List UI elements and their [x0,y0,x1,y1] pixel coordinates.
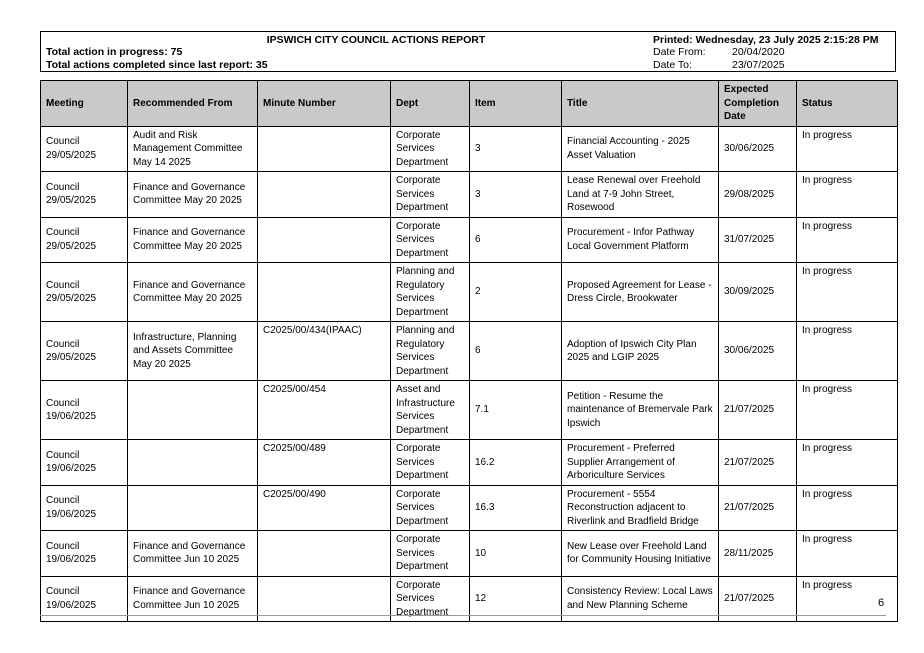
cell-recommended-from [128,381,258,440]
cell-dept: Corporate Services Department [391,576,470,622]
report-title: IPSWICH CITY COUNCIL ACTIONS REPORT [266,34,486,46]
cell-dept: Corporate Services Department [391,531,470,577]
cell-meeting: Council 29/05/2025 [41,322,128,381]
cell-meeting: Council 29/05/2025 [41,217,128,263]
cell-item: 16.3 [470,485,562,531]
cell-status: In progress [797,217,898,263]
cell-meeting: Council 29/05/2025 [41,263,128,322]
cell-minute-number [258,531,391,577]
col-header-minute-number: Minute Number [258,81,391,127]
cell-item: 16.2 [470,440,562,486]
col-header-dept: Dept [391,81,470,127]
cell-expected-completion-date: 21/07/2025 [719,485,797,531]
cell-recommended-from: Audit and Risk Management Committee May 14 2025 [128,126,258,172]
col-header-status: Status [797,81,898,127]
cell-dept: Asset and Infrastructure Services Department [391,381,470,440]
cell-expected-completion-date: 21/07/2025 [719,440,797,486]
cell-status: In progress [797,440,898,486]
cell-dept: Corporate Services Department [391,440,470,486]
cell-title: Procurement - Infor Pathway Local Government Platform [562,217,719,263]
table-row [41,381,898,440]
report-header [40,31,896,72]
col-header-meeting: Meeting [41,81,128,127]
cell-dept: Planning and Regulatory Services Department [391,322,470,381]
table-row [41,217,898,263]
cell-status: In progress [797,576,898,622]
cell-recommended-from: Finance and Governance Committee Jun 10 2025 [128,531,258,577]
table-row [41,172,898,218]
cell-title: Lease Renewal over Freehold Land at 7-9 John Street, Rosewood [562,172,719,218]
col-header-recommended-from: Recommended From [128,81,258,127]
page-number: 6 [878,597,885,609]
cell-minute-number [258,217,391,263]
cell-dept: Corporate Services Department [391,485,470,531]
cell-minute-number [258,172,391,218]
footer-divider [40,615,886,616]
cell-status: In progress [797,172,898,218]
cell-title: Proposed Agreement for Lease - Dress Circle, Brookwater [562,263,719,322]
cell-recommended-from [128,485,258,531]
cell-item: 6 [470,217,562,263]
cell-minute-number [258,263,391,322]
date-to-value: 23/07/2025 [732,59,785,71]
col-header-expected-completion-date: Expected Completion Date [719,81,797,127]
cell-title: Procurement - Preferred Supplier Arrangement of Arboriculture Services [562,440,719,486]
cell-status: In progress [797,485,898,531]
cell-expected-completion-date: 31/07/2025 [719,217,797,263]
cell-expected-completion-date: 29/08/2025 [719,172,797,218]
cell-title: Adoption of Ipswich City Plan 2025 and LGIP 2025 [562,322,719,381]
table-row [41,485,898,531]
cell-recommended-from [128,440,258,486]
cell-expected-completion-date: 30/06/2025 [719,322,797,381]
col-header-item: Item [470,81,562,127]
table-row [41,322,898,381]
cell-dept: Corporate Services Department [391,217,470,263]
cell-status: In progress [797,263,898,322]
date-from-value: 20/04/2020 [732,46,785,58]
cell-meeting: Council 19/06/2025 [41,440,128,486]
cell-minute-number: C2025/00/434(IPAAC) [258,322,391,381]
cell-recommended-from: Finance and Governance Committee Jun 10 2025 [128,576,258,622]
cell-title: Petition - Resume the maintenance of Bremervale Park Ipswich [562,381,719,440]
cell-item: 6 [470,322,562,381]
cell-meeting: Council 19/06/2025 [41,381,128,440]
cell-status: In progress [797,322,898,381]
cell-status: In progress [797,381,898,440]
cell-item: 3 [470,126,562,172]
table-header-row [41,81,898,127]
cell-minute-number [258,126,391,172]
table-row [41,263,898,322]
actions-table [40,80,898,622]
cell-title: Financial Accounting - 2025 Asset Valuation [562,126,719,172]
table-row [41,531,898,577]
col-header-title: Title [562,81,719,127]
date-from-label: Date From: [653,46,706,58]
cell-recommended-from: Finance and Governance Committee May 20 2025 [128,217,258,263]
cell-minute-number: C2025/00/490 [258,485,391,531]
cell-expected-completion-date: 21/07/2025 [719,381,797,440]
cell-item: 7.1 [470,381,562,440]
table-row [41,126,898,172]
cell-meeting: Council 19/06/2025 [41,531,128,577]
cell-item: 12 [470,576,562,622]
cell-meeting: Council 19/06/2025 [41,485,128,531]
cell-expected-completion-date: 30/09/2025 [719,263,797,322]
date-to-label: Date To: [653,59,692,71]
printed-timestamp: Printed: Wednesday, 23 July 2025 2:15:28 PM [653,34,879,46]
cell-dept: Corporate Services Department [391,172,470,218]
cell-status: In progress [797,531,898,577]
cell-minute-number: C2025/00/454 [258,381,391,440]
cell-dept: Corporate Services Department [391,126,470,172]
total-in-progress: Total action in progress: 75 [46,46,183,58]
cell-recommended-from: Infrastructure, Planning and Assets Committee May 20 2025 [128,322,258,381]
cell-status: In progress [797,126,898,172]
cell-recommended-from: Finance and Governance Committee May 20 2025 [128,263,258,322]
cell-item: 2 [470,263,562,322]
cell-title: Procurement - 5554 Reconstruction adjacent to Riverlink and Bradfield Bridge [562,485,719,531]
cell-expected-completion-date: 21/07/2025 [719,576,797,622]
cell-meeting: Council 19/06/2025 [41,576,128,622]
cell-meeting: Council 29/05/2025 [41,126,128,172]
cell-meeting: Council 29/05/2025 [41,172,128,218]
cell-item: 3 [470,172,562,218]
cell-title: New Lease over Freehold Land for Community Housing Initiative [562,531,719,577]
total-completed: Total actions completed since last report: 35 [46,59,268,71]
cell-dept: Planning and Regulatory Services Department [391,263,470,322]
cell-expected-completion-date: 28/11/2025 [719,531,797,577]
cell-recommended-from: Finance and Governance Committee May 20 2025 [128,172,258,218]
cell-title: Consistency Review: Local Laws and New Planning Scheme [562,576,719,622]
cell-expected-completion-date: 30/06/2025 [719,126,797,172]
cell-item: 10 [470,531,562,577]
table-row [41,440,898,486]
cell-minute-number: C2025/00/489 [258,440,391,486]
